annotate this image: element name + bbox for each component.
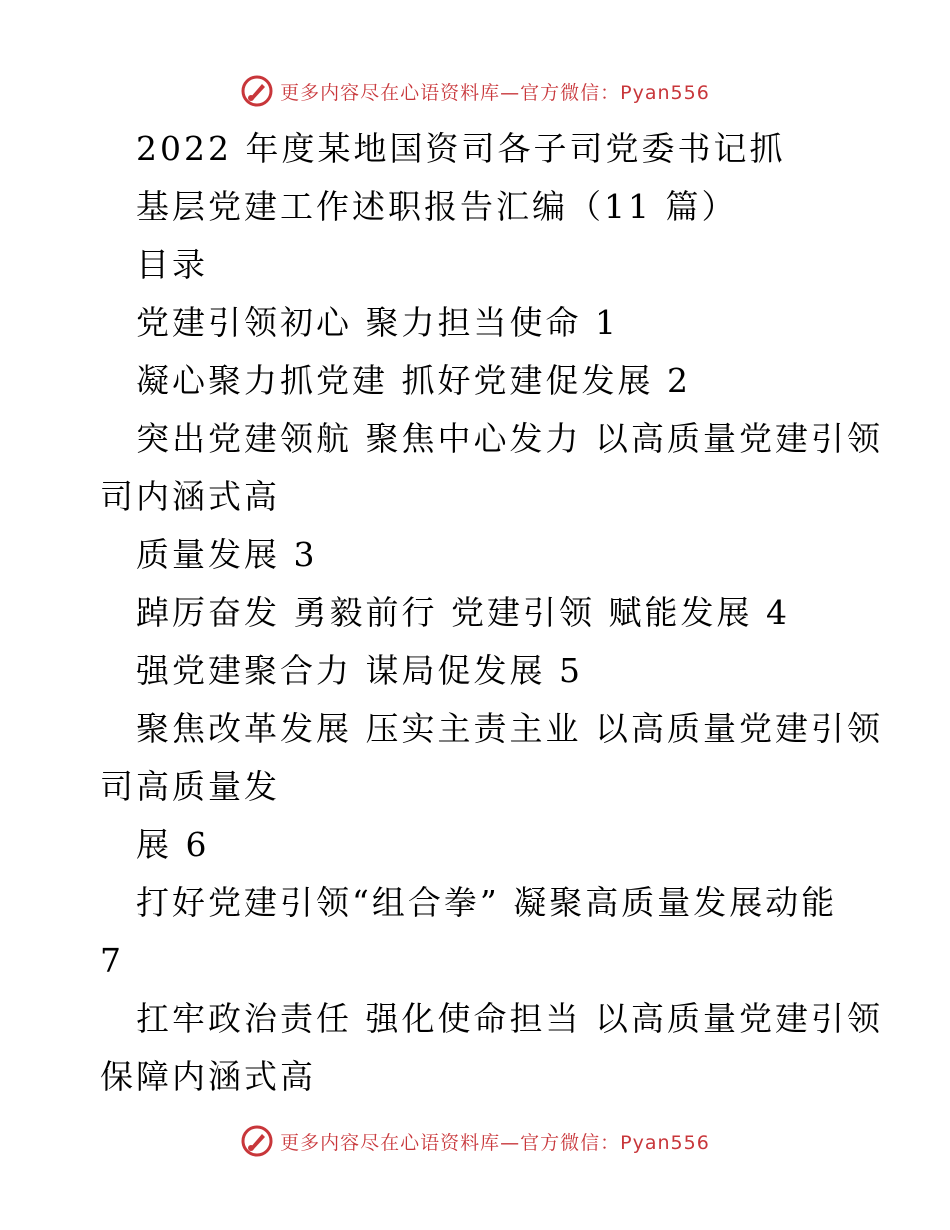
toc-entry[interactable] bbox=[100, 294, 860, 352]
toc-entry[interactable] bbox=[100, 410, 883, 584]
watermark-text: 更多内容尽在心语资料库—官方微信：Pyan556 bbox=[280, 1131, 710, 1154]
watermark-header bbox=[0, 74, 950, 108]
watermark-footer bbox=[0, 1124, 950, 1158]
toc-entry-line: 党建引领初心 聚力担当使命 1 bbox=[136, 303, 619, 342]
toc-entry-line: 保障内涵式高 bbox=[100, 1057, 316, 1096]
toc-entry[interactable] bbox=[100, 700, 883, 874]
toc-entry[interactable] bbox=[100, 874, 860, 990]
toc-entry[interactable] bbox=[100, 642, 860, 700]
toc-entry-line: 突出党建领航 聚焦中心发力 以高质量党建引领 bbox=[136, 419, 883, 458]
document-title-line-1: 2022 年度某地国资司各子司党委书记抓 bbox=[136, 129, 786, 168]
toc-entry-line: 司内涵式高 bbox=[100, 477, 280, 516]
toc-entry-line: 强党建聚合力 谋局促发展 5 bbox=[136, 651, 583, 690]
toc-entry[interactable] bbox=[100, 584, 860, 642]
toc-entry-line: 凝心聚力抓党建 抓好党建促发展 2 bbox=[136, 361, 691, 400]
document-body bbox=[100, 120, 883, 1106]
toc-entry[interactable] bbox=[100, 990, 883, 1106]
toc-entry-line: 7 bbox=[100, 941, 124, 980]
toc-entry-line: 司高质量发 bbox=[100, 767, 280, 806]
quill-logo-icon bbox=[240, 1124, 274, 1158]
toc-entry-line: 展 6 bbox=[136, 825, 210, 864]
quill-logo-icon bbox=[240, 74, 274, 108]
toc-entry-line: 打好党建引领“组合拳” 凝聚高质量发展动能 bbox=[136, 883, 838, 922]
toc-entry-line: 质量发展 3 bbox=[136, 535, 318, 574]
toc-entry-line: 踔厉奋发 勇毅前行 党建引领 赋能发展 4 bbox=[136, 593, 790, 632]
toc-entry[interactable] bbox=[100, 352, 860, 410]
toc-entry-line: 聚焦改革发展 压实主责主业 以高质量党建引领 bbox=[136, 709, 883, 748]
toc-entry-line: 扛牢政治责任 强化使命担当 以高质量党建引领 bbox=[136, 999, 883, 1038]
toc-heading: 目录 bbox=[136, 245, 208, 284]
document-title-line-2: 基层党建工作述职报告汇编（11 篇） bbox=[136, 187, 738, 226]
watermark-text: 更多内容尽在心语资料库—官方微信：Pyan556 bbox=[280, 81, 710, 104]
